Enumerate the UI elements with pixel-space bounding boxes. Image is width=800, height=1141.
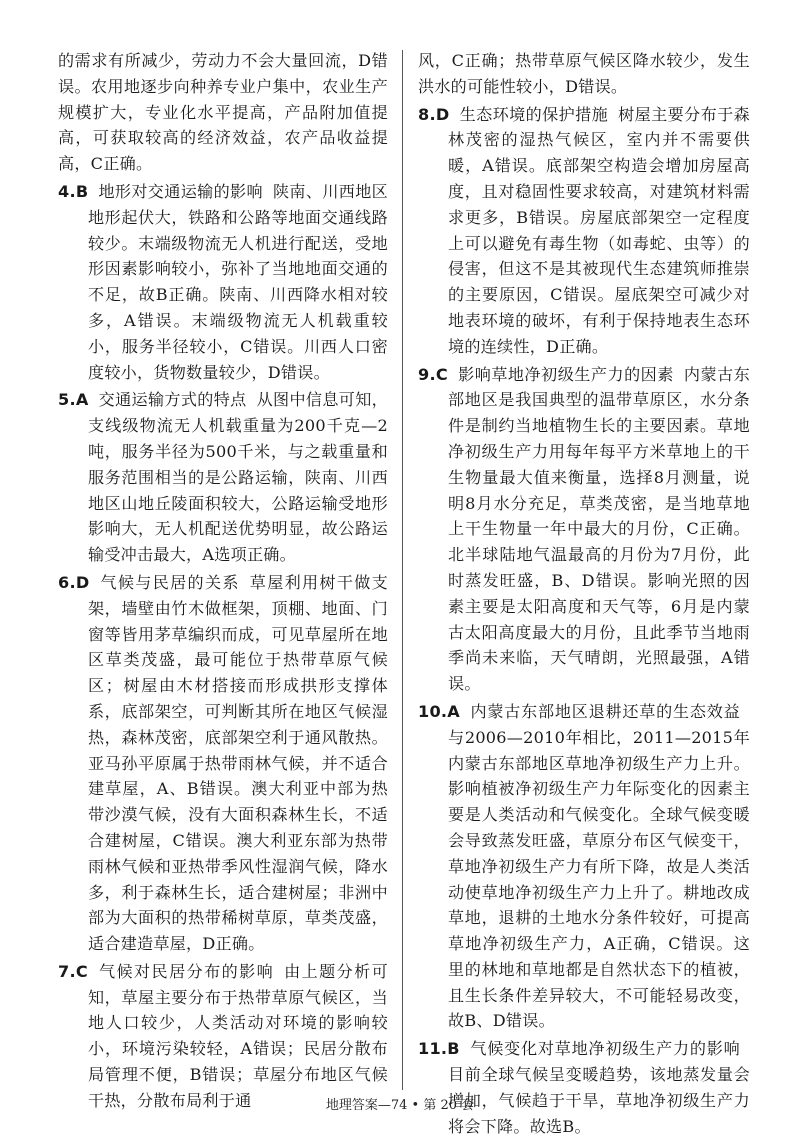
answer-explanation: 从图中信息可知，支线级物流无人机载重量为200千克—2吨，服务半径为500千米，与之载重量和服务范围相当的是公路运输，陕南、川西地区山地丘陵面积较大，公路运输受地形影响大，无人机配送优势明显，故公路运输受冲击最大，A选项正确。 [88, 390, 389, 565]
right-column [418, 48, 750, 1141]
answer-number: 4. [58, 181, 76, 201]
answer-number: 7. [58, 961, 76, 981]
answer-explanation: 与2006—2010年相比，2011—2015年内蒙古东部地区草地净初级生产力上升。影响植被净初级生产力年际变化的因素主要是人类活动和气候变化。全球气候变暖会导致蒸发旺盛，草原分布区气候变干，草地净初级生产力有所下降，故是人类活动使草地净初级生产力上升了。耕地改成草地，退耕的土地水分条件较好，可提高草地净初级生产力，A正确，C错误。这里的林地和草地都是自然状态下的植被，且生长条件差异较大，不可能轻易改变，故B、D错误。 [448, 727, 750, 1031]
column-divider [402, 50, 403, 1090]
answer-topic: 地形对交通运输的影响 [98, 181, 263, 201]
answer-explanation: 草屋利用树干做支架，墙壁由竹木做框架，顶棚、地面、门窗等皆用茅草编织而成，可见草屋所在地区草类茂盛，最可能位于热带草原气候区；树屋由木材搭接而形成拱形支撑体系，底部架空，可判断其所在地区气候湿热，森林茂密，底部架空利于通风散热。亚马孙平原属于热带雨林气候，并不适合建草屋，A、B错误。澳大利亚中部为热带沙漠气候，没有大面积森林生长，不适合建树屋，C错误。澳大利亚东部为热带雨林气候和亚热带季风性湿润气候，降水多，利于森林生长，适合建树屋；非洲中部为大面积的热带稀树草原，草类茂盛，适合建造草屋，D正确。 [88, 572, 389, 954]
answer-number: 9. [418, 364, 436, 384]
page-footer: 地理答案—74 • 第 20 套 [325, 1098, 475, 1113]
answer-item-10 [418, 699, 750, 1034]
answer-item-4 [58, 179, 388, 385]
answer-item-11 [418, 1036, 750, 1139]
answer-number: 11. [418, 1039, 448, 1059]
answer-letter: B [75, 181, 89, 201]
answer-number: 6. [58, 572, 76, 592]
left-column [58, 48, 388, 1116]
answer-letter: B [447, 1039, 460, 1059]
answer-number: 10. [418, 701, 448, 721]
answer-item-9 [418, 362, 750, 697]
answer-item-7 [58, 959, 388, 1114]
answer-letter: A [447, 701, 460, 721]
answer-topic: 内蒙古东部地区退耕还草的生态效益 [469, 701, 740, 721]
answer-number: 8. [418, 104, 436, 124]
answer-letter: D [435, 104, 450, 124]
answer-letter: A [75, 390, 89, 410]
answer-item-6 [58, 570, 388, 957]
answer-topic: 气候变化对草地净初级生产力的影响 [469, 1039, 740, 1059]
answer-topic: 生态环境的保护措施 [459, 104, 609, 124]
answer-letter: D [75, 572, 90, 592]
answer-explanation: 陕南、川西地区地形起伏大，铁路和公路等地面交通线路较少。末端级物流无人机进行配送，受地形因素影响较小，弥补了当地地面交通的不足，故B正确。陕南、川西降水相对较多，A错误。末端级物流无人机载重较小，服务半径较小，C错误。川西人口密度较小，货物数量较少，D错误。 [88, 181, 389, 382]
answer-letter: C [435, 364, 448, 384]
answer-number: 5. [58, 390, 76, 410]
answer-explanation: 内蒙古东部地区是我国典型的温带草原区，水分条件是制约当地植物生长的主要因素。草地净初级生产力用每年每平方米草地上的干生物量最大值来衡量，选择8月测量，说明8月水分充足，草类茂密，是当地草地上干生物量一年中最大的月份，C正确。北半球陆地气温最高的月份为7月份，此时蒸发旺盛，B、D错误。影响光照的因素主要是太阳高度和天气等，6月是内蒙古太阳高度最大的月份，且此季节当地雨季尚未来临，天气晴朗，光照最强，A错误。 [448, 364, 751, 694]
answer-topic: 交通运输方式的特点 [98, 390, 247, 410]
answer-letter: C [75, 961, 88, 981]
continued-paragraph: 风，C正确；热带草原气候区降水较少，发生洪水的可能性较小，D错误。 [418, 51, 750, 96]
answer-topic: 气候对民居分布的影响 [97, 961, 275, 981]
continued-paragraph: 的需求有所减少，劳动力不会大量回流，D错误。农用地逐步向种养专业户集中，农业生产规模扩大，专业化水平提高，产品附加值提高，可获取较高的经济效益，农产品收益提高，C正确。 [58, 51, 388, 174]
answer-item-5 [58, 387, 388, 568]
answer-topic: 影响草地净初级生产力的因素 [457, 364, 674, 384]
answer-explanation: 由上题分析可知，草屋主要分布于热带草原气候区，当地人口较少，人类活动对环境的影响较小，环境污染较轻，A错误；民居分散布局管理不便，B错误；草屋分布地区气候干热，分散布局利于通 [88, 961, 389, 1110]
answer-explanation: 树屋主要分布于森林茂密的湿热气候区，室内并不需要供暖，A错误。底部架空构造会增加房屋高度，且对稳固性要求较高，对建筑材料需求更多，B错误。房屋底部架空一定程度上可以避免有毒生物（如毒蛇、虫等）的侵害，但这不是其被现代生态建筑师推崇的主要原因，C错误。屋底架空可减少对地表环境的破坏，有利于保持地表生态环境的连续性，D正确。 [448, 104, 751, 356]
answer-topic: 气候与民居的关系 [99, 572, 240, 592]
answer-explanation: 目前全球气候呈变暖趋势，该地蒸发量会增加，气候趋于干旱，草地净初级生产力将会下降。故选B。 [448, 1065, 750, 1136]
answer-item-8 [418, 102, 750, 360]
